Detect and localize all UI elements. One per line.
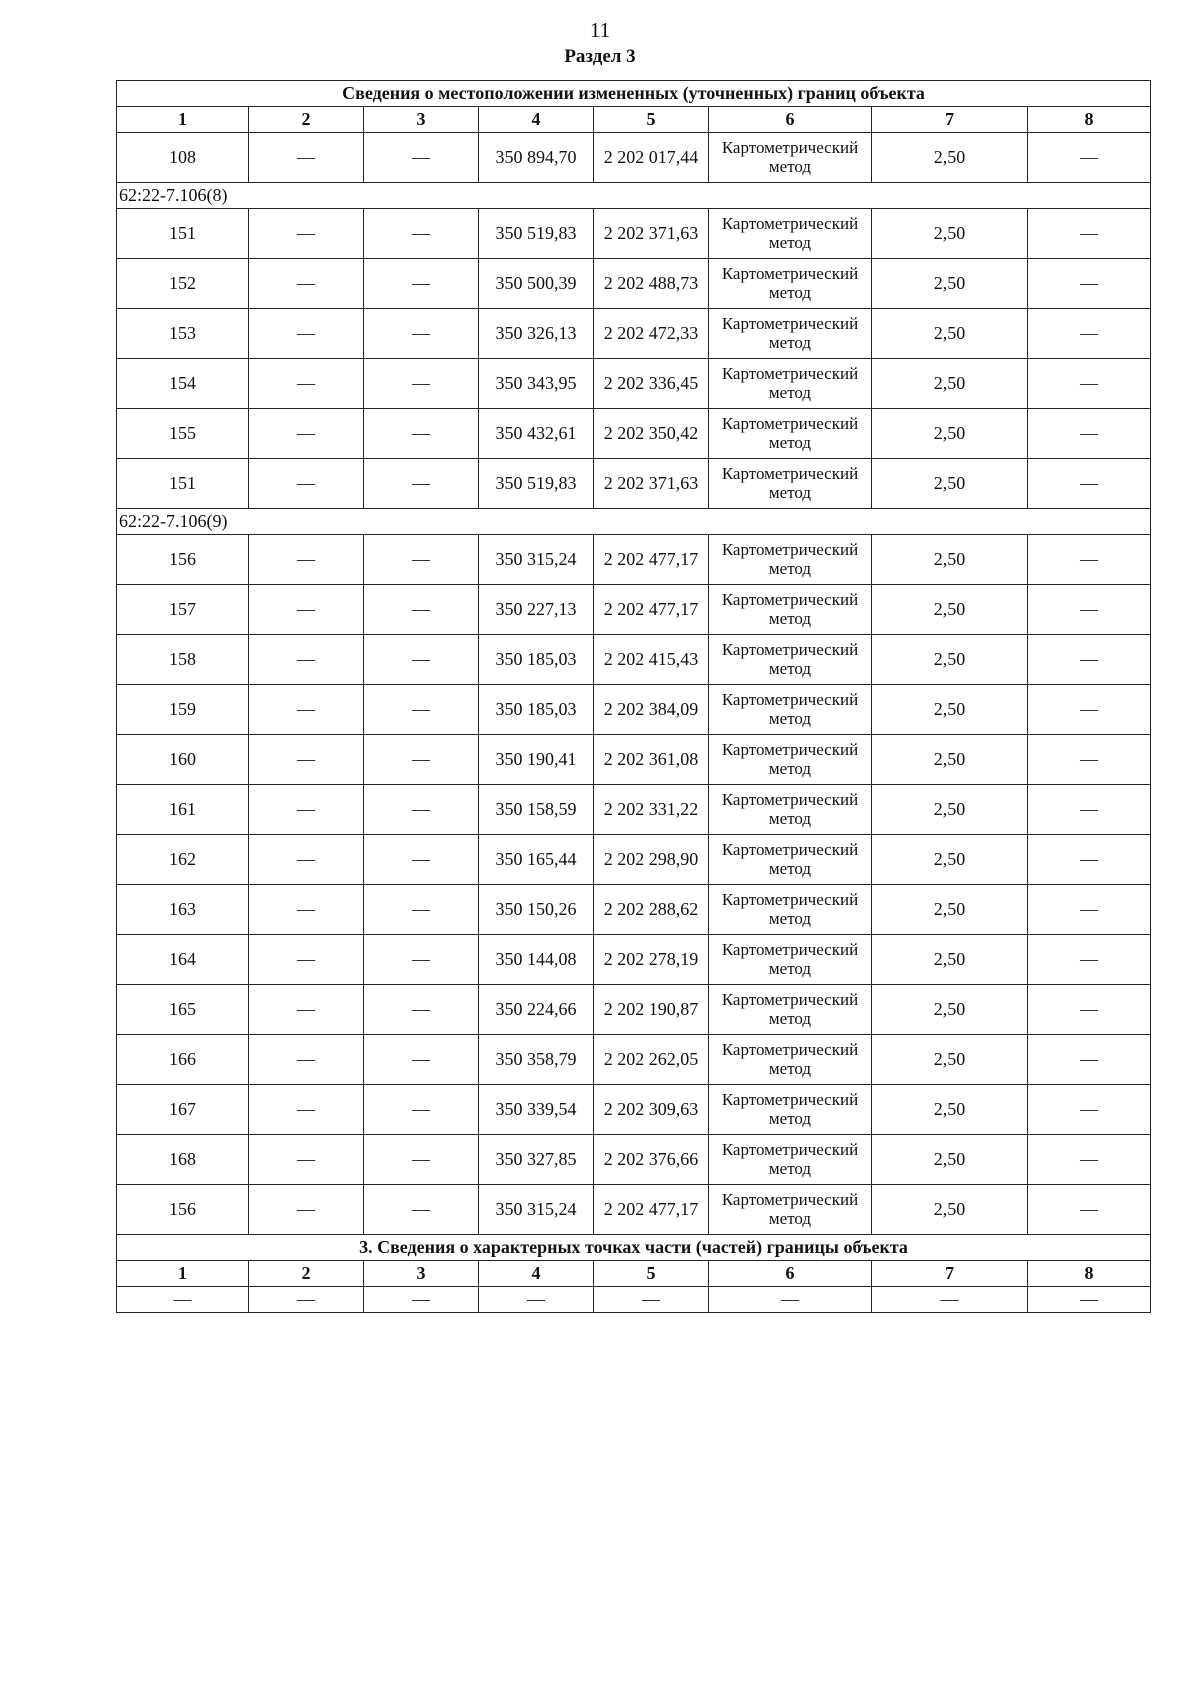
coord-y: 2 202 190,87 xyxy=(594,985,709,1035)
coord-y: 2 202 361,08 xyxy=(594,735,709,785)
coord-x: 350 339,54 xyxy=(479,1085,594,1135)
cell-col8: — xyxy=(1028,259,1151,309)
cell-col8: — xyxy=(1028,133,1151,183)
cell-col8: — xyxy=(1028,685,1151,735)
accuracy: 2,50 xyxy=(872,1035,1028,1085)
cell-col3: — xyxy=(364,785,479,835)
cell-col3: — xyxy=(364,133,479,183)
coord-x: 350 190,41 xyxy=(479,735,594,785)
table-row xyxy=(117,133,1151,183)
coord-y: 2 202 477,17 xyxy=(594,535,709,585)
table-row xyxy=(117,1185,1151,1235)
table-cell: — xyxy=(594,1287,709,1313)
column-number: 7 xyxy=(872,107,1028,133)
accuracy: 2,50 xyxy=(872,785,1028,835)
cell-col8: — xyxy=(1028,735,1151,785)
column-number: 6 xyxy=(709,107,872,133)
table-row xyxy=(117,1135,1151,1185)
cell-col8: — xyxy=(1028,1185,1151,1235)
table-row xyxy=(117,785,1151,835)
column-number: 2 xyxy=(249,107,364,133)
method: Картометрический метод xyxy=(709,885,872,935)
method: Картометрический метод xyxy=(709,785,872,835)
cell-col3: — xyxy=(364,985,479,1035)
method: Картометрический метод xyxy=(709,635,872,685)
cell-col8: — xyxy=(1028,209,1151,259)
accuracy: 2,50 xyxy=(872,735,1028,785)
method: Картометрический метод xyxy=(709,1185,872,1235)
accuracy: 2,50 xyxy=(872,985,1028,1035)
accuracy: 2,50 xyxy=(872,885,1028,935)
accuracy: 2,50 xyxy=(872,1185,1028,1235)
coord-y: 2 202 415,43 xyxy=(594,635,709,685)
table-row xyxy=(117,735,1151,785)
point-number: 157 xyxy=(117,585,249,635)
coord-x: 350 150,26 xyxy=(479,885,594,935)
cell-col2: — xyxy=(249,985,364,1035)
cell-col3: — xyxy=(364,1185,479,1235)
cell-col8: — xyxy=(1028,1035,1151,1085)
cell-col8: — xyxy=(1028,585,1151,635)
cell-col2: — xyxy=(249,133,364,183)
cell-col2: — xyxy=(249,1185,364,1235)
table-cell: — xyxy=(479,1287,594,1313)
coord-y: 2 202 350,42 xyxy=(594,409,709,459)
cell-col3: — xyxy=(364,359,479,409)
point-number: 156 xyxy=(117,535,249,585)
cell-col3: — xyxy=(364,635,479,685)
cell-col8: — xyxy=(1028,535,1151,585)
cell-col3: — xyxy=(364,935,479,985)
coord-y: 2 202 309,63 xyxy=(594,1085,709,1135)
point-number: 163 xyxy=(117,885,249,935)
group-row xyxy=(117,509,1151,535)
cell-col3: — xyxy=(364,585,479,635)
coord-x: 350 165,44 xyxy=(479,835,594,885)
coord-x: 350 227,13 xyxy=(479,585,594,635)
cell-col2: — xyxy=(249,885,364,935)
cell-col3: — xyxy=(364,835,479,885)
column-number: 3 xyxy=(364,1261,479,1287)
cell-col3: — xyxy=(364,309,479,359)
table-cell: — xyxy=(249,1287,364,1313)
table-row xyxy=(117,635,1151,685)
cell-col8: — xyxy=(1028,985,1151,1035)
cell-col3: — xyxy=(364,685,479,735)
cell-col2: — xyxy=(249,735,364,785)
coord-y: 2 202 298,90 xyxy=(594,835,709,885)
coord-x: 350 315,24 xyxy=(479,535,594,585)
cell-col3: — xyxy=(364,1035,479,1085)
cell-col2: — xyxy=(249,1135,364,1185)
cell-col8: — xyxy=(1028,309,1151,359)
cell-col8: — xyxy=(1028,359,1151,409)
coord-x: 350 158,59 xyxy=(479,785,594,835)
group-label: 62:22-7.106(8) xyxy=(117,183,1151,209)
cell-col2: — xyxy=(249,935,364,985)
method: Картометрический метод xyxy=(709,459,872,509)
coord-y: 2 202 278,19 xyxy=(594,935,709,985)
coord-x: 350 327,85 xyxy=(479,1135,594,1185)
point-number: 165 xyxy=(117,985,249,1035)
coord-x: 350 224,66 xyxy=(479,985,594,1035)
point-number: 162 xyxy=(117,835,249,885)
coord-x: 350 144,08 xyxy=(479,935,594,985)
cell-col2: — xyxy=(249,835,364,885)
table-row xyxy=(117,835,1151,885)
cell-col2: — xyxy=(249,209,364,259)
cell-col2: — xyxy=(249,535,364,585)
cell-col2: — xyxy=(249,309,364,359)
coord-x: 350 358,79 xyxy=(479,1035,594,1085)
method: Картометрический метод xyxy=(709,1135,872,1185)
cell-col2: — xyxy=(249,635,364,685)
group-row xyxy=(117,183,1151,209)
method: Картометрический метод xyxy=(709,209,872,259)
coord-x: 350 326,13 xyxy=(479,309,594,359)
cell-col2: — xyxy=(249,1085,364,1135)
table-row xyxy=(117,259,1151,309)
method: Картометрический метод xyxy=(709,535,872,585)
cell-col8: — xyxy=(1028,635,1151,685)
coord-y: 2 202 262,05 xyxy=(594,1035,709,1085)
coord-x: 350 432,61 xyxy=(479,409,594,459)
cell-col3: — xyxy=(364,735,479,785)
coord-y: 2 202 331,22 xyxy=(594,785,709,835)
parts-empty-row xyxy=(117,1287,1151,1313)
column-number: 7 xyxy=(872,1261,1028,1287)
cell-col8: — xyxy=(1028,409,1151,459)
method: Картометрический метод xyxy=(709,1085,872,1135)
group-label: 62:22-7.106(9) xyxy=(117,509,1151,535)
point-number: 168 xyxy=(117,1135,249,1185)
point-number: 151 xyxy=(117,209,249,259)
column-number: 8 xyxy=(1028,107,1151,133)
table-cell: — xyxy=(1028,1287,1151,1313)
coord-y: 2 202 384,09 xyxy=(594,685,709,735)
coord-y: 2 202 376,66 xyxy=(594,1135,709,1185)
coord-y: 2 202 371,63 xyxy=(594,459,709,509)
method: Картометрический метод xyxy=(709,309,872,359)
cell-col2: — xyxy=(249,685,364,735)
method: Картометрический метод xyxy=(709,835,872,885)
method: Картометрический метод xyxy=(709,359,872,409)
cell-col2: — xyxy=(249,1035,364,1085)
column-number: 2 xyxy=(249,1261,364,1287)
column-number: 1 xyxy=(117,107,249,133)
coord-x: 350 519,83 xyxy=(479,209,594,259)
point-number: 160 xyxy=(117,735,249,785)
point-number: 152 xyxy=(117,259,249,309)
cell-col3: — xyxy=(364,459,479,509)
coord-y: 2 202 477,17 xyxy=(594,1185,709,1235)
accuracy: 2,50 xyxy=(872,635,1028,685)
table-cell: — xyxy=(872,1287,1028,1313)
point-number: 108 xyxy=(117,133,249,183)
column-number: 4 xyxy=(479,107,594,133)
coord-x: 350 894,70 xyxy=(479,133,594,183)
table-row xyxy=(117,1035,1151,1085)
table-row xyxy=(117,459,1151,509)
method: Картометрический метод xyxy=(709,985,872,1035)
accuracy: 2,50 xyxy=(872,133,1028,183)
point-number: 156 xyxy=(117,1185,249,1235)
table-row xyxy=(117,985,1151,1035)
cell-col8: — xyxy=(1028,459,1151,509)
coord-y: 2 202 477,17 xyxy=(594,585,709,635)
accuracy: 2,50 xyxy=(872,409,1028,459)
table-title: Сведения о местоположении измененных (уточненных) границ объекта xyxy=(117,81,1151,107)
table-row xyxy=(117,359,1151,409)
table-row xyxy=(117,885,1151,935)
accuracy: 2,50 xyxy=(872,835,1028,885)
table-row xyxy=(117,209,1151,259)
table-row xyxy=(117,585,1151,635)
table-cell: — xyxy=(709,1287,872,1313)
cell-col2: — xyxy=(249,585,364,635)
column-number: 5 xyxy=(594,1261,709,1287)
column-number: 3 xyxy=(364,107,479,133)
coord-x: 350 185,03 xyxy=(479,635,594,685)
column-number: 6 xyxy=(709,1261,872,1287)
method: Картометрический метод xyxy=(709,935,872,985)
coord-x: 350 500,39 xyxy=(479,259,594,309)
accuracy: 2,50 xyxy=(872,1085,1028,1135)
table-row xyxy=(117,1085,1151,1135)
accuracy: 2,50 xyxy=(872,459,1028,509)
point-number: 159 xyxy=(117,685,249,735)
table-row xyxy=(117,685,1151,735)
point-number: 167 xyxy=(117,1085,249,1135)
column-numbers-row xyxy=(117,107,1151,133)
cell-col2: — xyxy=(249,359,364,409)
table-cell: — xyxy=(364,1287,479,1313)
cell-col3: — xyxy=(364,1085,479,1135)
coord-y: 2 202 017,44 xyxy=(594,133,709,183)
accuracy: 2,50 xyxy=(872,535,1028,585)
cell-col8: — xyxy=(1028,885,1151,935)
point-number: 158 xyxy=(117,635,249,685)
accuracy: 2,50 xyxy=(872,1135,1028,1185)
accuracy: 2,50 xyxy=(872,309,1028,359)
cell-col3: — xyxy=(364,259,479,309)
point-number: 155 xyxy=(117,409,249,459)
method: Картометрический метод xyxy=(709,735,872,785)
cell-col8: — xyxy=(1028,835,1151,885)
coord-y: 2 202 472,33 xyxy=(594,309,709,359)
table-row xyxy=(117,935,1151,985)
point-number: 164 xyxy=(117,935,249,985)
cell-col8: — xyxy=(1028,785,1151,835)
parts-section-title: 3. Сведения о характерных точках части (частей) границы объекта xyxy=(117,1235,1151,1261)
coord-x: 350 315,24 xyxy=(479,1185,594,1235)
coord-y: 2 202 288,62 xyxy=(594,885,709,935)
cell-col2: — xyxy=(249,459,364,509)
cell-col8: — xyxy=(1028,935,1151,985)
accuracy: 2,50 xyxy=(872,935,1028,985)
method: Картометрический метод xyxy=(709,585,872,635)
parts-column-numbers-row xyxy=(117,1261,1151,1287)
method: Картометрический метод xyxy=(709,409,872,459)
accuracy: 2,50 xyxy=(872,359,1028,409)
accuracy: 2,50 xyxy=(872,585,1028,635)
coord-x: 350 185,03 xyxy=(479,685,594,735)
cell-col2: — xyxy=(249,409,364,459)
section-title: Раздел 3 xyxy=(564,46,636,67)
accuracy: 2,50 xyxy=(872,209,1028,259)
point-number: 161 xyxy=(117,785,249,835)
column-number: 5 xyxy=(594,107,709,133)
column-number: 1 xyxy=(117,1261,249,1287)
page-number: 11 xyxy=(589,18,611,42)
cell-col2: — xyxy=(249,259,364,309)
cell-col3: — xyxy=(364,409,479,459)
cell-col3: — xyxy=(364,885,479,935)
table-row xyxy=(117,409,1151,459)
point-number: 151 xyxy=(117,459,249,509)
coord-y: 2 202 371,63 xyxy=(594,209,709,259)
method: Картометрический метод xyxy=(709,259,872,309)
point-number: 166 xyxy=(117,1035,249,1085)
cell-col8: — xyxy=(1028,1135,1151,1185)
coord-y: 2 202 336,45 xyxy=(594,359,709,409)
cell-col8: — xyxy=(1028,1085,1151,1135)
point-number: 154 xyxy=(117,359,249,409)
cell-col3: — xyxy=(364,209,479,259)
accuracy: 2,50 xyxy=(872,259,1028,309)
column-number: 4 xyxy=(479,1261,594,1287)
coord-x: 350 343,95 xyxy=(479,359,594,409)
column-number: 8 xyxy=(1028,1261,1151,1287)
coord-y: 2 202 488,73 xyxy=(594,259,709,309)
cell-col2: — xyxy=(249,785,364,835)
cell-col3: — xyxy=(364,535,479,585)
method: Картометрический метод xyxy=(709,1035,872,1085)
accuracy: 2,50 xyxy=(872,685,1028,735)
table-row xyxy=(117,535,1151,585)
method: Картометрический метод xyxy=(709,685,872,735)
cell-col3: — xyxy=(364,1135,479,1185)
point-number: 153 xyxy=(117,309,249,359)
table-cell: — xyxy=(117,1287,249,1313)
coord-x: 350 519,83 xyxy=(479,459,594,509)
method: Картометрический метод xyxy=(709,133,872,183)
boundary-coordinates-table xyxy=(116,80,1151,1313)
table-row xyxy=(117,309,1151,359)
